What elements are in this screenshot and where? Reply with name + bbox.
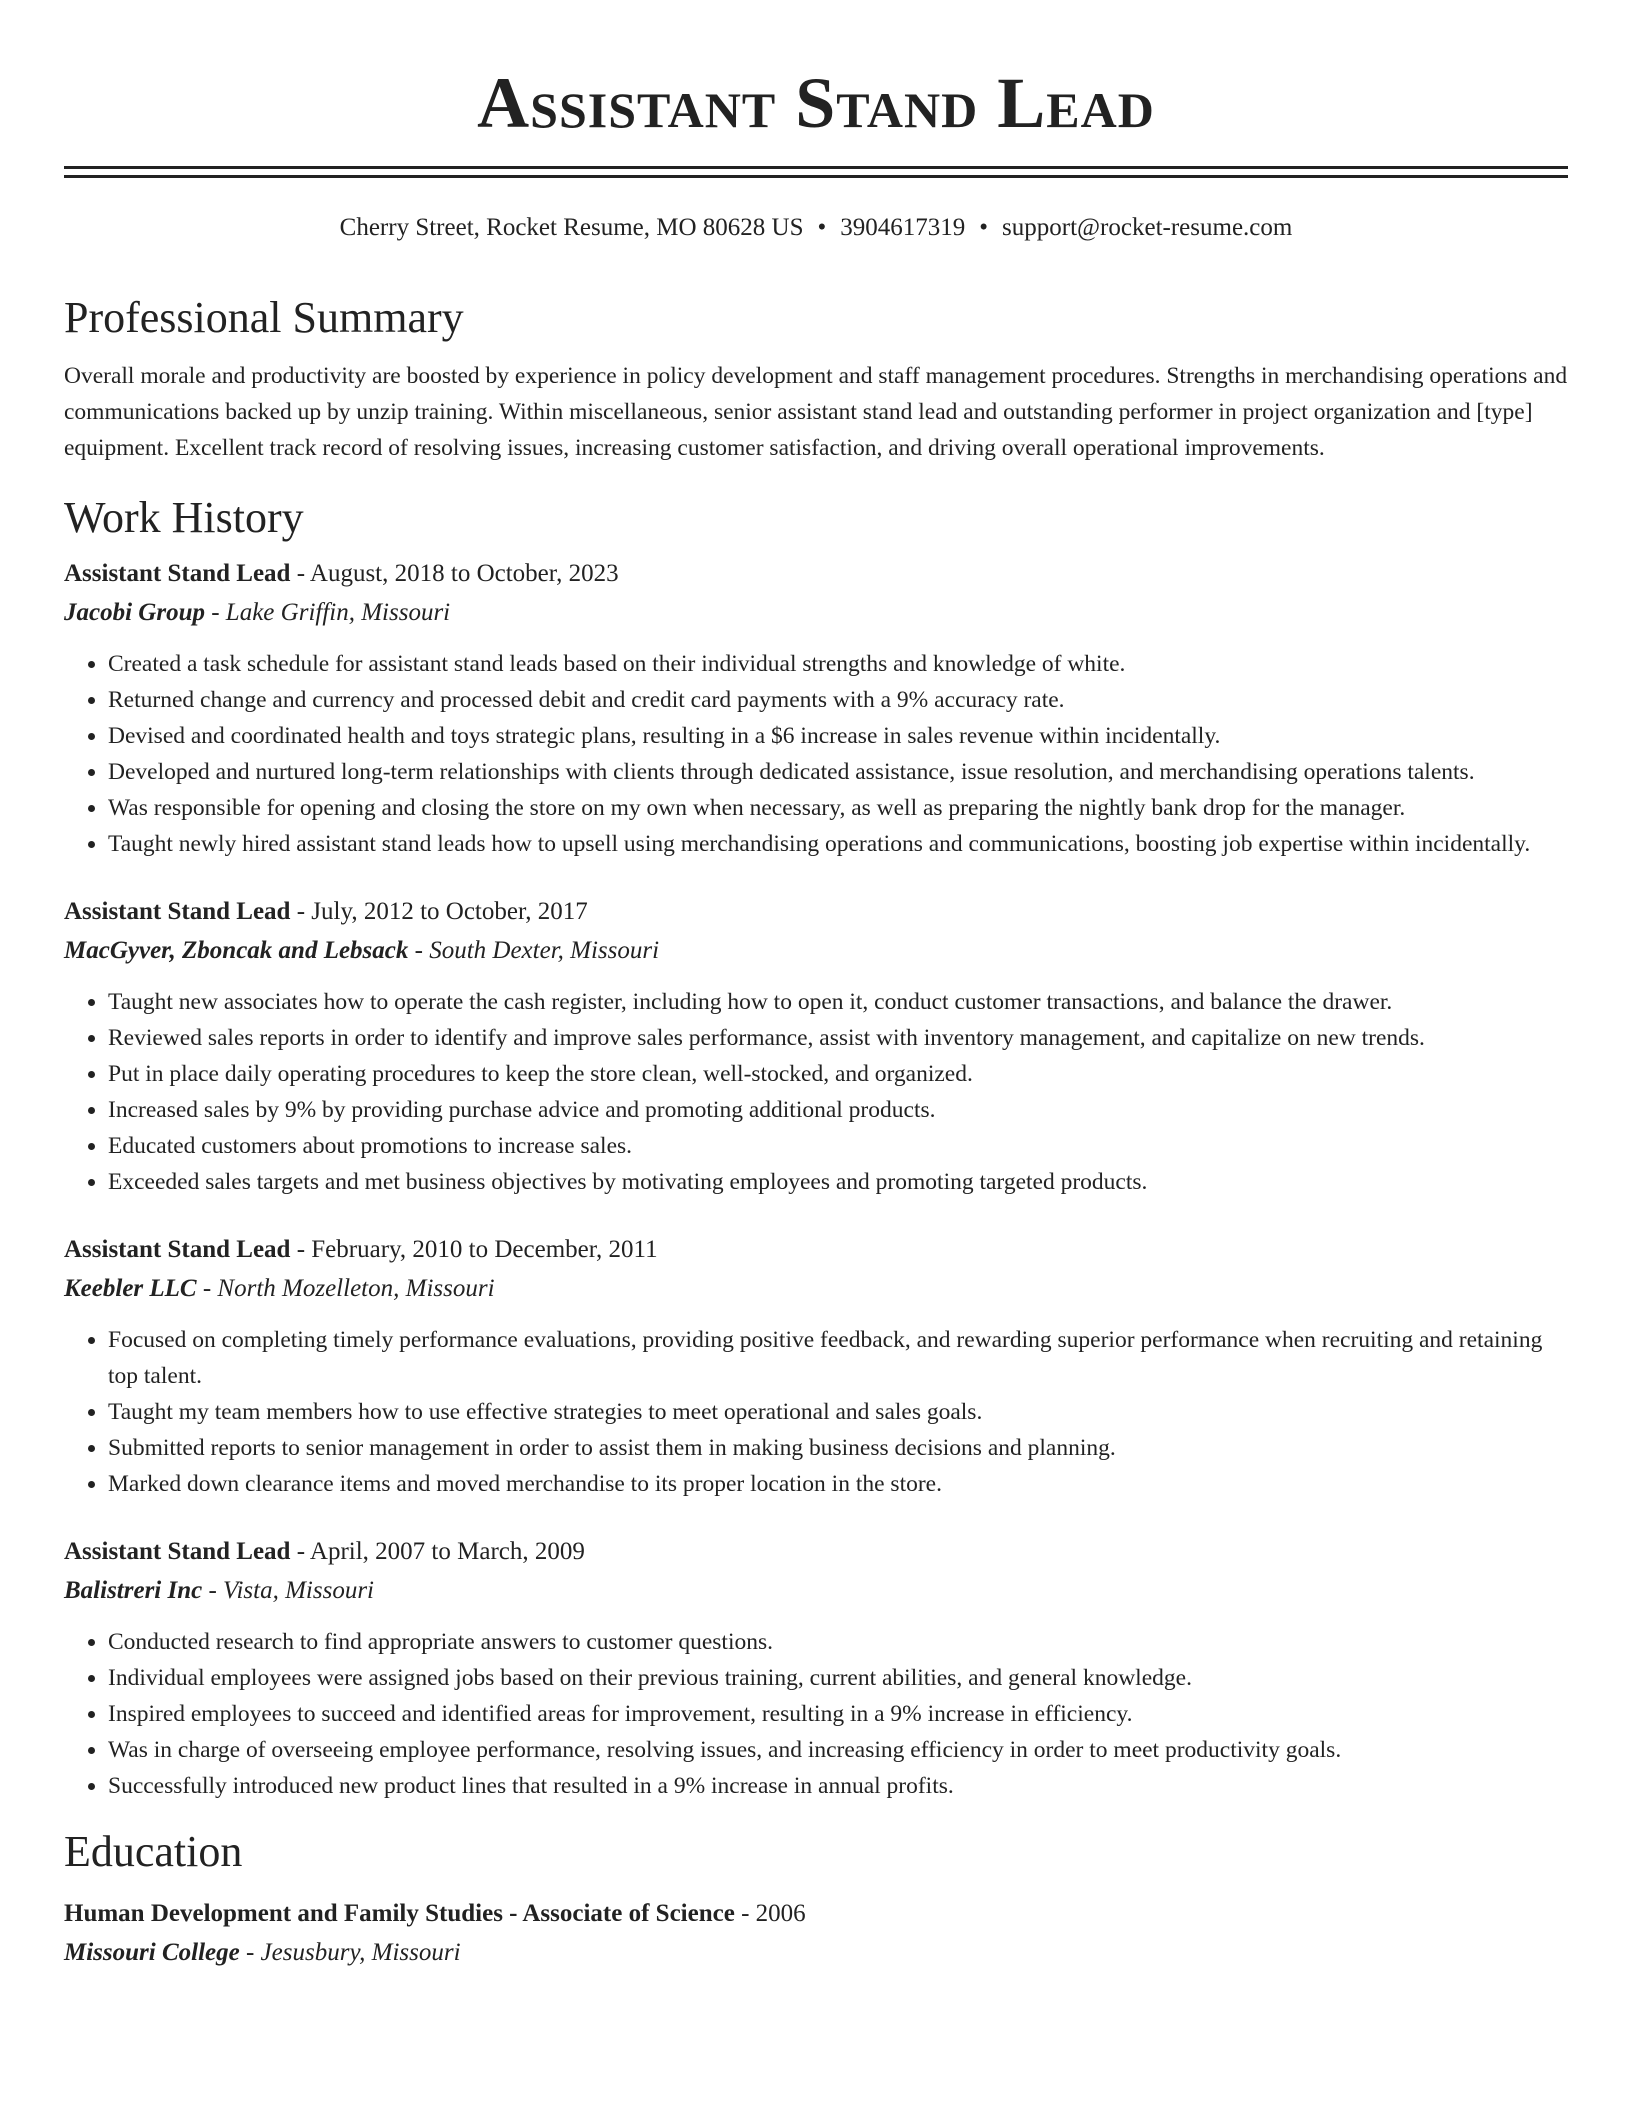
education-year: - 2006 xyxy=(734,1900,806,1927)
job-location: - North Mozelleton, Missouri xyxy=(196,1275,495,1302)
job-bullet: • Submitted reports to senior management in order to assist them in making business decisions and planning. xyxy=(108,1430,1568,1466)
contact-email: support@rocket-resume.com xyxy=(1002,214,1293,241)
job-bullet: • Individual employees were assigned jobs based on their previous training, current abilities, and general knowledge. xyxy=(108,1660,1568,1696)
job-bullet: • Developed and nurtured long-term relationships with clients through dedicated assistance, issue resolution, and merchandising operations talents. xyxy=(108,754,1568,790)
title-divider-bottom xyxy=(64,175,1568,178)
job-header xyxy=(64,1532,1568,1572)
job-company: MacGyver, Zboncak and Lebsack xyxy=(64,937,409,964)
job-entry xyxy=(64,554,1568,862)
summary-text: Overall morale and productivity are boosted by experience in policy development and staff management procedures. Strengths in merchandising operations and communications backed up by unzip training. Within miscellaneous, senior assistant stand lead and outstanding performer in project organization and [type] equipment. Excellent track record of resolving issues, increasing customer satisfaction, and driving overall operational improvements. xyxy=(64,363,1568,461)
job-header xyxy=(64,1230,1568,1270)
job-role: Assistant Stand Lead xyxy=(64,898,291,925)
job-location: - Lake Griffin, Missouri xyxy=(204,599,451,626)
education-school: Missouri College xyxy=(64,1939,240,1966)
job-bullet: • Inspired employees to succeed and identified areas for improvement, resulting in a 9% increase in efficiency. xyxy=(108,1696,1568,1732)
job-company: Jacobi Group xyxy=(64,599,205,626)
job-header xyxy=(64,554,1568,594)
education-entry xyxy=(64,1894,1568,1972)
job-bullet: • Was responsible for opening and closing the store on my own when necessary, as well as preparing the nightly bank drop for the manager. xyxy=(108,790,1568,826)
job-bullet: • Devised and coordinated health and toys strategic plans, resulting in a $6 increase in sales revenue within incidentally. xyxy=(108,718,1568,754)
education-heading: Education xyxy=(64,1827,243,1876)
contact-phone: 3904617319 xyxy=(840,214,966,241)
job-bullet: • Put in place daily operating procedures to keep the store clean, well-stocked, and organized. xyxy=(108,1056,1568,1092)
job-dates: - April, 2007 to March, 2009 xyxy=(290,1538,585,1565)
contact-address: Cherry Street, Rocket Resume, MO 80628 US xyxy=(339,214,804,241)
job-bullet: • Marked down clearance items and moved merchandise to its proper location in the store. xyxy=(108,1466,1568,1502)
job-bullet: • Returned change and currency and processed debit and credit card payments with a 9% accuracy rate. xyxy=(108,682,1568,718)
job-bullets xyxy=(64,646,1568,862)
education-school-line xyxy=(64,1934,1568,1972)
contact-separator: • xyxy=(817,214,827,241)
resume-title: Assistant Stand Lead xyxy=(477,63,1155,143)
job-bullet: • Taught new associates how to operate the cash register, including how to open it, conduct customer transactions, and balance the drawer. xyxy=(108,984,1568,1020)
job-employer xyxy=(64,1270,1568,1308)
job-role: Assistant Stand Lead xyxy=(64,560,291,587)
job-bullet: • Was in charge of overseeing employee performance, resolving issues, and increasing efficiency in order to meet productivity goals. xyxy=(108,1732,1568,1768)
job-bullet: • Taught my team members how to use effective strategies to meet operational and sales goals. xyxy=(108,1394,1568,1430)
title-divider-top xyxy=(64,166,1568,169)
job-bullet: • Taught newly hired assistant stand leads how to upsell using merchandising operations and communications, boosting job expertise within incidentally. xyxy=(108,826,1568,862)
job-bullet: • Reviewed sales reports in order to identify and improve sales performance, assist with inventory management, and capitalize on new trends. xyxy=(108,1020,1568,1056)
job-bullets xyxy=(64,984,1568,1200)
job-bullet: • Created a task schedule for assistant stand leads based on their individual strengths and knowledge of white. xyxy=(108,646,1568,682)
job-bullet: • Educated customers about promotions to increase sales. xyxy=(108,1128,1568,1164)
job-employer xyxy=(64,1572,1568,1610)
job-employer xyxy=(64,594,1568,632)
job-employer xyxy=(64,932,1568,970)
job-entry xyxy=(64,892,1568,1200)
education-degree: Human Development and Family Studies - Associate of Science xyxy=(64,1900,735,1927)
education-location: - Jesusbury, Missouri xyxy=(239,1939,461,1966)
job-bullet: • Exceeded sales targets and met business objectives by motivating employees and promoting targeted products. xyxy=(108,1164,1568,1200)
job-entry xyxy=(64,1532,1568,1804)
job-location: - South Dexter, Missouri xyxy=(408,937,660,964)
summary-heading: Professional Summary xyxy=(64,293,464,342)
job-bullet: • Conducted research to find appropriate answers to customer questions. xyxy=(108,1624,1568,1660)
job-role: Assistant Stand Lead xyxy=(64,1538,291,1565)
job-role: Assistant Stand Lead xyxy=(64,1236,291,1263)
job-dates: - July, 2012 to October, 2017 xyxy=(290,898,588,925)
job-bullet: • Increased sales by 9% by providing purchase advice and promoting additional products. xyxy=(108,1092,1568,1128)
work-history-list xyxy=(64,554,1568,1804)
contact-separator: • xyxy=(979,214,989,241)
education-degree-line xyxy=(64,1894,1568,1934)
job-bullets xyxy=(64,1624,1568,1804)
job-location: - Vista, Missouri xyxy=(202,1577,374,1604)
job-entry xyxy=(64,1230,1568,1502)
job-bullet: • Focused on completing timely performance evaluations, providing positive feedback, and rewarding superior performance when recruiting and retaining top talent. xyxy=(108,1322,1568,1394)
job-dates: - August, 2018 to October, 2023 xyxy=(290,560,619,587)
job-company: Balistreri Inc xyxy=(64,1577,203,1604)
job-company: Keebler LLC xyxy=(64,1275,197,1302)
contact-line xyxy=(64,212,1568,244)
job-bullets xyxy=(64,1322,1568,1502)
job-header xyxy=(64,892,1568,932)
work-history-heading: Work History xyxy=(64,493,304,542)
job-dates: - February, 2010 to December, 2011 xyxy=(290,1236,658,1263)
job-bullet: • Successfully introduced new product lines that resulted in a 9% increase in annual profits. xyxy=(108,1768,1568,1804)
